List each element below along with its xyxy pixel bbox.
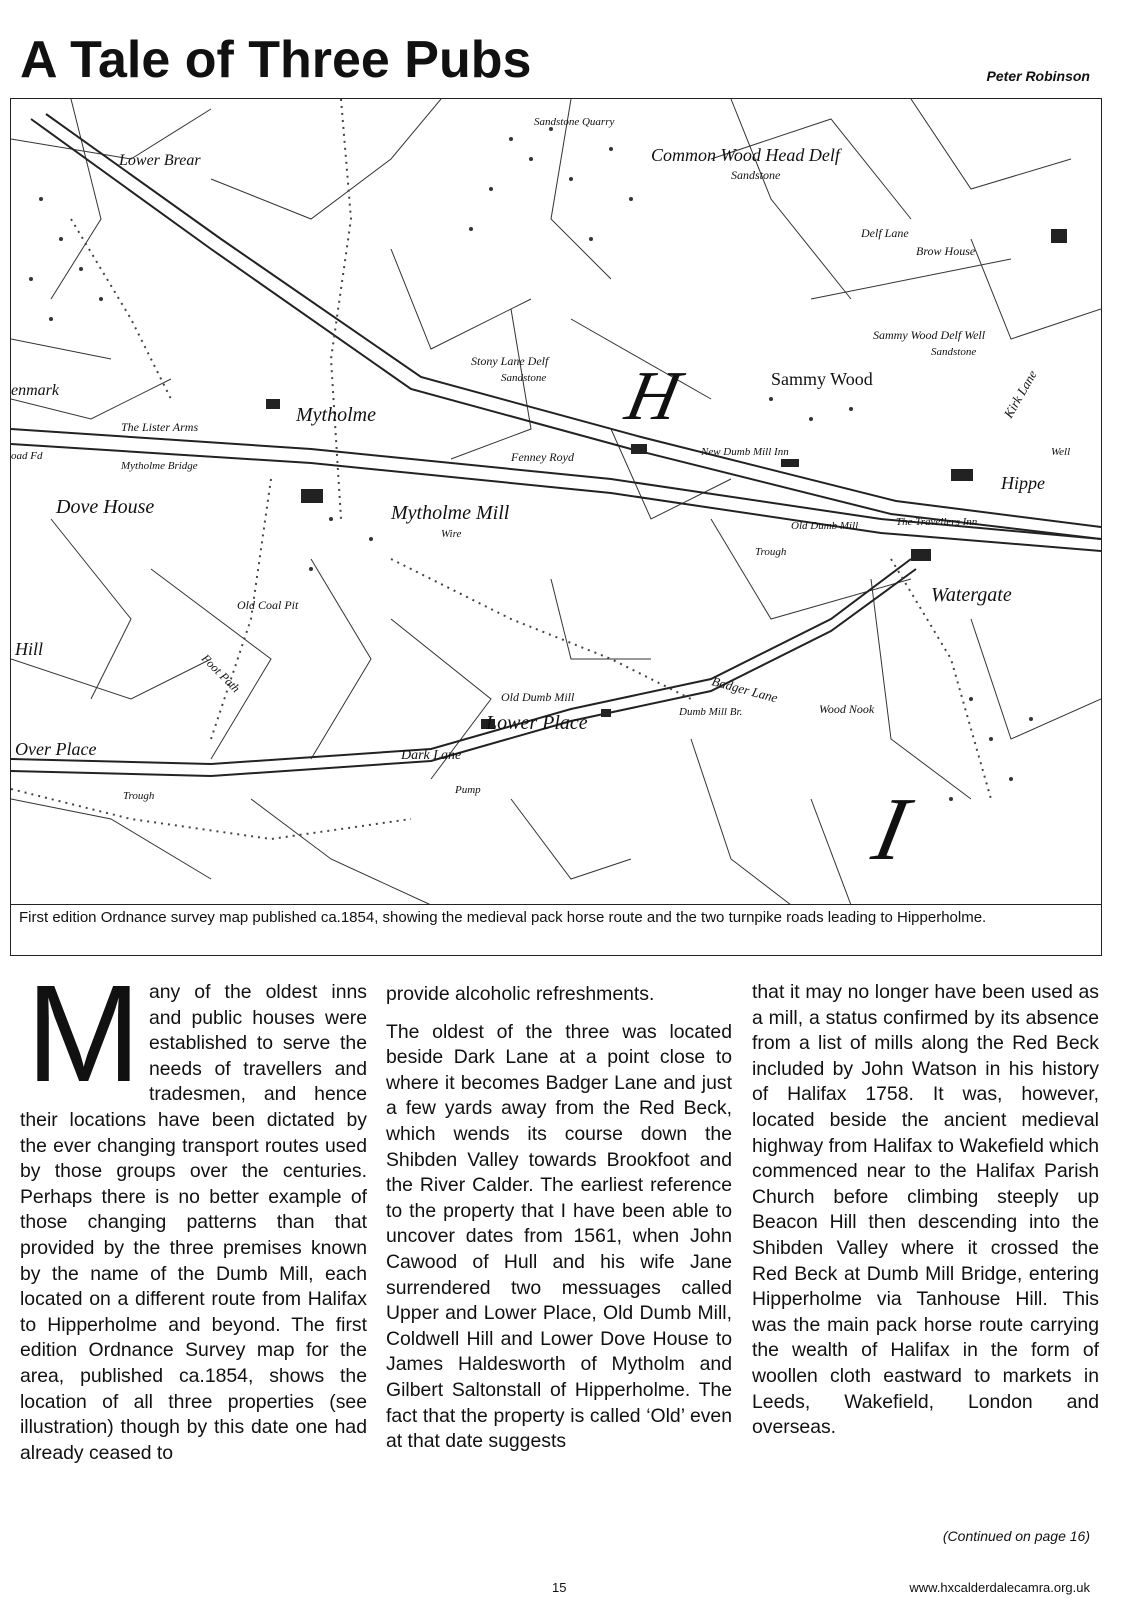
map-label-mytholme-bridge: Mytholme Bridge bbox=[121, 460, 198, 472]
map-drawing bbox=[11, 99, 1101, 905]
map-label-hippe: Hippe bbox=[1001, 473, 1045, 493]
svg-text:H: H bbox=[619, 357, 687, 435]
map-label-mytholme: Mytholme bbox=[296, 404, 376, 426]
ordnance-survey-map bbox=[11, 99, 1101, 905]
map-label-kirk-lane: Kirk Lane bbox=[1000, 367, 1040, 421]
map-label-badger-lane: Badger Lane bbox=[710, 673, 780, 706]
map-label-old-dumb-mill-center: Old Dumb Mill bbox=[501, 690, 575, 704]
map-label-trough-2: Trough bbox=[123, 790, 155, 802]
map-label-fenney-royd: Fenney Royd bbox=[511, 450, 574, 464]
map-label-old-dumb-mill-right: Old Dumb Mill bbox=[791, 520, 859, 532]
map-label-enmark: enmark bbox=[11, 382, 59, 399]
column-2-paragraph-1: provide alcoholic refreshments. bbox=[386, 983, 655, 1005]
map-label-road-field: oad Fd bbox=[11, 450, 43, 462]
buildings bbox=[266, 229, 1067, 729]
map-label-lower-place: Lower Place bbox=[486, 712, 588, 734]
author-byline: Peter Robinson bbox=[986, 68, 1090, 84]
map-label-old-coal-pit: Old Coal Pit bbox=[237, 598, 299, 612]
column-3-text: that it may no longer have been used as a mill, a status confirmed by its absence from a list of mills along the Red Beck included by John Watson in his history of Halifax 1758. It was, however, located beside the ancient medieval highway from Halifax to Wakefield which commenced near to the Halifax Parish Church before climbing steeply up Beacon Hill then descending into the Shibden Valley where it crossed the Red Beck at Dumb Mill Bridge, entering Hipperholme via Tanhouse Hill. This was the main pack horse route carrying the wealth of Halifax in the form of woollen cloth eastward to markets in Leeds, Wakefield, London and overseas. bbox=[752, 981, 1099, 1439]
map-label-pump: Pump bbox=[455, 784, 481, 796]
map-figure bbox=[10, 98, 1102, 956]
map-label-sandstone-3: Sandstone bbox=[931, 346, 977, 358]
article-title: A Tale of Three Pubs bbox=[20, 31, 532, 89]
map-label-common-wood: Common Wood Head Delf bbox=[651, 145, 840, 165]
article-column-3 bbox=[752, 980, 1099, 1441]
map-label-foot-path: Foot Path bbox=[198, 651, 243, 696]
footer-url[interactable]: www.hxcalderdalecamra.org.uk bbox=[909, 1580, 1090, 1595]
figure-caption: First edition Ordnance survey map published ca.1854, showing the medieval pack horse route and the two turnpike roads leading to Hipperholme. bbox=[19, 909, 987, 926]
map-label-hill: Hill bbox=[15, 639, 44, 659]
parish-letters bbox=[619, 358, 920, 879]
field-boundaries bbox=[11, 99, 1101, 905]
map-label-wire: Wire bbox=[441, 528, 462, 540]
drop-cap: M bbox=[26, 957, 141, 1111]
article-column-2 bbox=[386, 982, 732, 1467]
map-label-over-place: Over Place bbox=[15, 739, 97, 759]
map-label-brow-house: Brow House bbox=[916, 244, 976, 258]
map-label-travellers-inn: The Travellers Inn bbox=[896, 516, 978, 528]
map-label-lower-brear: Lower Brear bbox=[119, 152, 201, 169]
map-label-dark-lane: Dark Lane bbox=[401, 748, 462, 763]
map-label-watergate: Watergate bbox=[931, 584, 1012, 606]
page-number: 15 bbox=[552, 1580, 567, 1595]
map-label-new-dumb-mill: New Dumb Mill Inn bbox=[701, 446, 789, 458]
article-column-1 bbox=[20, 957, 367, 1466]
column-1-text: any of the oldest inns and public houses were established to serve the needs of travellers and tradesmen, and hence their locations have been dictated by the ever changing transport routes used by those groups over the centuries. Perhaps there is no better example of those changing patterns than that provided by the three premises known by the name of the Dumb Mill, each located on a different route from Halifax to Hipperholme and beyond. The first edition Ordnance Survey map for the area, published ca.1854, shows the location of all three properties (see illustration) though by this date one had already ceased to bbox=[20, 981, 367, 1464]
svg-text:I: I bbox=[865, 778, 917, 879]
map-label-dove-house: Dove House bbox=[56, 496, 155, 518]
map-label-delf-lane: Delf Lane bbox=[861, 226, 909, 240]
column-2-paragraph-2: The oldest of the three was located beside Dark Lane at a point close to where it becomes Badger Lane and just a few yards away from the Red Beck, which wends its course down the Shibden Valley towards Brookfoot and the River Calder. The earliest reference to the property that I have been able to uncover dates from 1561, when John Cawood of Hull and his wife Jane surrendered two messuages called Upper and Lower Place, Old Dumb Mill, Coldwell Hill and Lower Dove House to James Haldesworth of Mytholm and Gilbert Saltonstall of Hipperholme. The fact that the property is called ‘Old’ even at that date suggests bbox=[386, 1020, 732, 1453]
caption-divider bbox=[11, 904, 1101, 905]
map-label-sandstone-quarry: Sandstone Quarry bbox=[534, 116, 615, 128]
map-label-stony-lane: Stony Lane Delf bbox=[471, 354, 549, 368]
map-label-mytholme-mill: Mytholme Mill bbox=[391, 502, 510, 524]
continued-note: (Continued on page 16) bbox=[942, 1528, 1090, 1544]
map-label-trough-1: Trough bbox=[755, 546, 787, 558]
map-label-sandstone-2: Sandstone bbox=[501, 372, 547, 384]
map-label-well: Well bbox=[1051, 446, 1071, 458]
map-label-lister-arms: The Lister Arms bbox=[121, 420, 199, 434]
map-label-sammy-wood: Sammy Wood bbox=[771, 369, 873, 389]
map-label-dumb-mill-bridge: Dumb Mill Br. bbox=[679, 706, 743, 718]
map-label-wood-nook: Wood Nook bbox=[819, 702, 875, 716]
map-label-sammy-wood-delf: Sammy Wood Delf Well bbox=[873, 328, 986, 342]
map-label-sandstone-1: Sandstone bbox=[731, 168, 781, 182]
